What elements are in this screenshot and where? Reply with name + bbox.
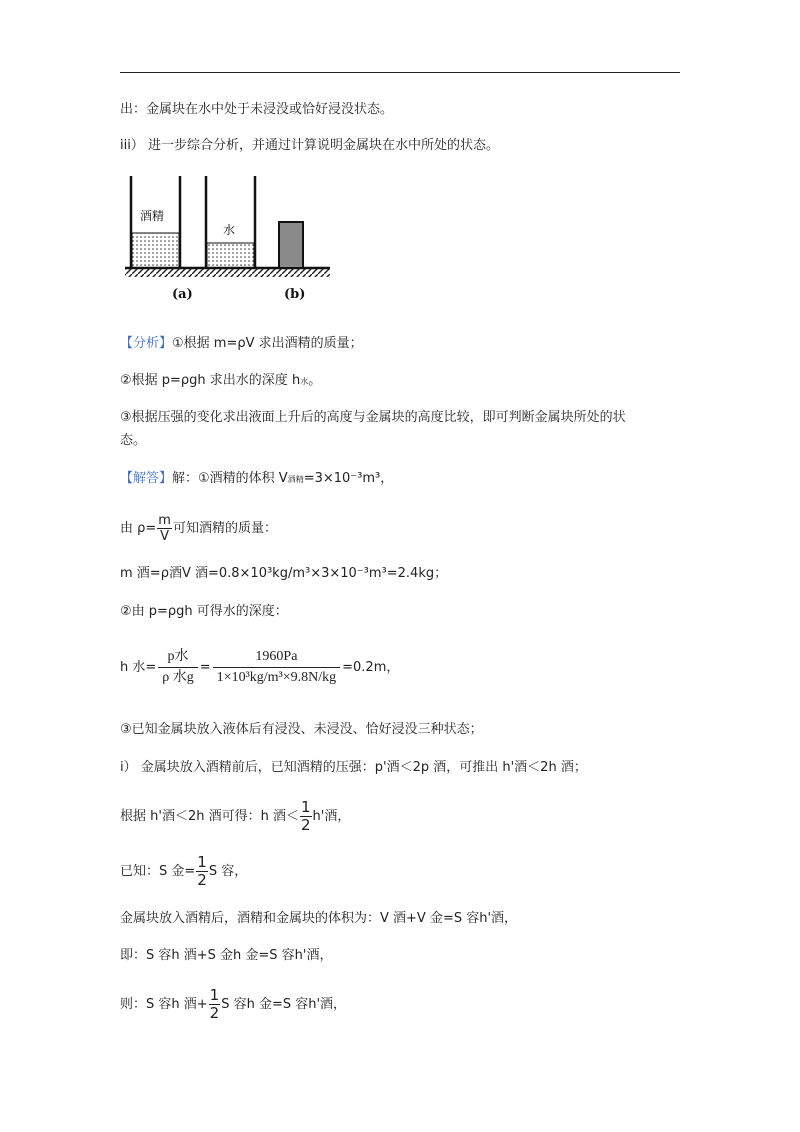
solution-line-1: 【解答】解：①酒精的体积 V酒精=3×10⁻³m³， xyxy=(120,471,394,486)
alcohol-liquid xyxy=(132,233,179,268)
derive-line: 根据 h'酒＜2h 酒可得：h 酒＜ $\frac{1}{2}$ h'酒， xyxy=(120,798,351,834)
known-line: 已知：S 金= $\frac{1}{2}$ S 容， xyxy=(120,853,248,889)
states-line: ③已知金属块放入液体后有浸没、未浸没、恰好浸没三种状态； xyxy=(120,722,483,737)
fraction-half: $\frac{1}{2}$ xyxy=(197,853,207,889)
ground-hatch xyxy=(125,269,330,277)
analysis-line-3: ③根据压强的变化求出液面上升后的高度与金属块的高度比较，即可判断金属块所处的状 xyxy=(120,410,626,425)
fraction-half: $\frac{1}{2}$ xyxy=(300,798,311,834)
figure-containers xyxy=(120,172,340,307)
density-line: 由 ρ= $\frac{m}{V}$ 可知酒精的质量： xyxy=(120,513,277,544)
caption-a: (a) xyxy=(172,287,193,302)
header-rule xyxy=(120,72,680,73)
analysis-line-2: ②根据 p=ρgh 求出水的深度 h水。 xyxy=(120,373,322,388)
container-water xyxy=(206,176,255,268)
label-alcohol: 酒精 xyxy=(140,209,165,223)
water-liquid xyxy=(207,243,254,268)
ji-line: 即：S 容h 酒+S 金h 金=S 容h'酒， xyxy=(120,948,333,963)
container-a xyxy=(131,176,180,268)
analysis-line-1: 【分析】①根据 m=ρV 求出酒精的质量； xyxy=(120,336,363,351)
mass-line: m 酒=ρ酒V 酒=0.8×10³kg/m³×3×10⁻³m³=2.4kg； xyxy=(120,566,448,581)
metal-block xyxy=(279,222,303,268)
fraction-p-over-rho-g: $\frac{\text{p水}}{\text{ρ 水g}}$ xyxy=(158,648,198,687)
volume-line: 金属块放入酒精后，酒精和金属块的体积为：V 酒+V 金=S 容h'酒， xyxy=(120,911,518,926)
text-line: iii） 进一步综合分析，并通过计算说明金属块在水中所处的状态。 xyxy=(120,138,499,153)
analysis-line-3b: 态。 xyxy=(120,433,147,448)
text-line: 出：金属块在水中处于未浸没或恰好浸没状态。 xyxy=(120,102,394,117)
fraction-numeric: $\frac{1960Pa}{\text{1×10³kg/m³×9.8N/kg}}$ xyxy=(213,648,340,687)
ze-line: 则：S 容h 酒+ $\frac{1}{2}$ S 容h 金=S 容h'酒， xyxy=(120,986,347,1022)
caption-b: (b) xyxy=(284,287,306,302)
solution-tag: 【解答】 xyxy=(120,471,173,486)
fraction-half: $\frac{1}{2}$ xyxy=(209,986,220,1022)
case-i-line: i） 金属块放入酒精前后，已知酒精的压强：p'酒＜2p 酒，可推出 h'酒＜2h 酒； xyxy=(120,760,587,775)
fraction-m-over-v: $\frac{m}{V}$ xyxy=(158,513,171,544)
label-water: 水 xyxy=(223,223,236,237)
depth-equation: h 水= $\frac{\text{p水}}{\text{ρ 水g}}$ = $\frac{1960Pa}{\text{1×10³kg/m³×9.8N/kg}}$ =0.2m， xyxy=(120,649,400,685)
depth-intro-line: ②由 p=ρgh 可得水的深度： xyxy=(120,604,288,619)
analysis-tag: 【分析】 xyxy=(120,336,173,351)
